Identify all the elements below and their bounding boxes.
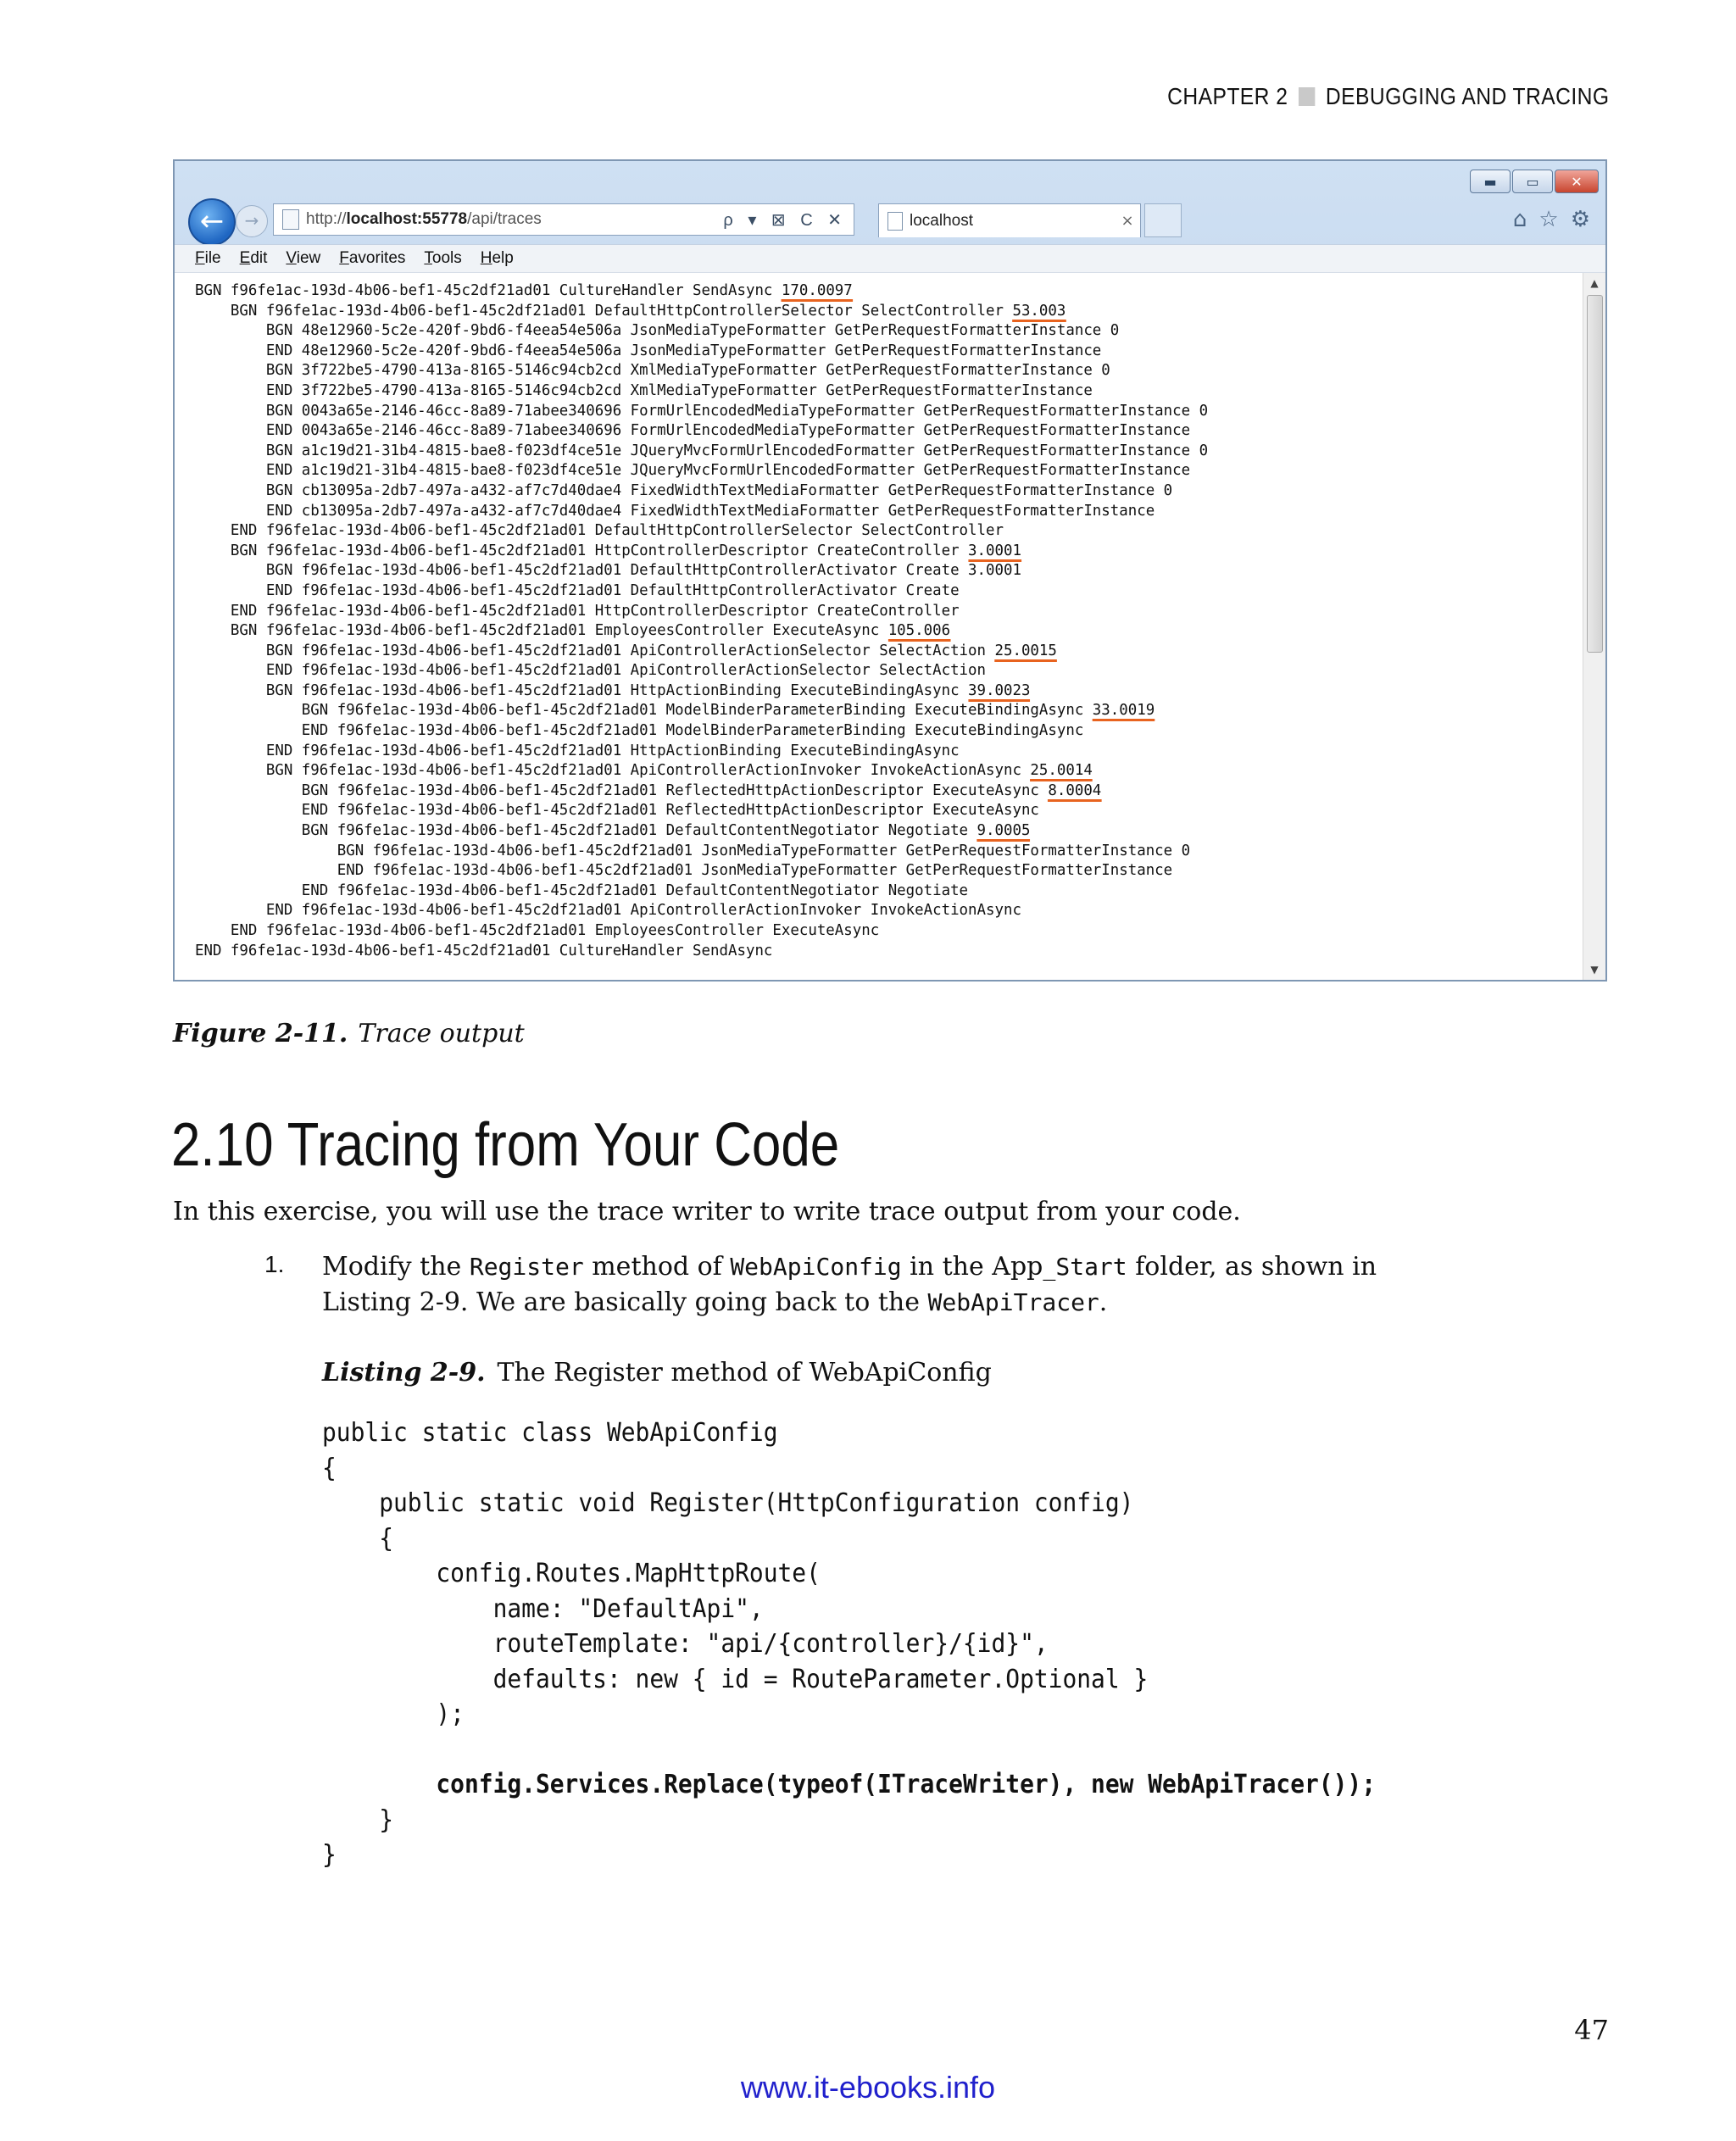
- running-head-title: DEBUGGING AND TRACING: [1325, 83, 1609, 109]
- trace-line: BGN f96fe1ac-193d-4b06-bef1-45c2df21ad01 JsonMediaTypeFormatter GetPerRequestFormatterInstance 0: [195, 842, 1191, 859]
- step-text: Modify the Register method of WebApiConfig in the App_Start folder, as shown in Listing 2-9. We are basically going back to the WebApiTracer.: [322, 1252, 1377, 1317]
- trace-line: END a1c19d21-31b4-4815-bae8-f023df4ce51e JQueryMvcFormUrlEncodedFormatter GetPerRequestFormatterInstance: [195, 462, 1191, 480]
- running-head: [1167, 83, 1609, 110]
- address-bar[interactable]: [273, 203, 854, 236]
- minimize-icon[interactable]: ▬: [1470, 170, 1511, 193]
- tab-close-icon[interactable]: ×: [1121, 212, 1134, 230]
- figure-caption-text: Trace output: [358, 1019, 525, 1048]
- home-icon[interactable]: ⌂: [1512, 207, 1527, 232]
- code-line: {: [322, 1453, 337, 1483]
- address-tools-icons[interactable]: ρ ▾ ⊠ C ✕: [723, 210, 847, 230]
- section-title: 2.10 Tracing from Your Code: [171, 1111, 840, 1179]
- trace-line: END 0043a65e-2146-46cc-8a89-71abee340696 FormUrlEncodedMediaTypeFormatter GetPerRequestFormatterInstance: [195, 422, 1191, 440]
- scroll-up-icon[interactable]: ▲: [1590, 277, 1599, 289]
- trace-line: BGN f96fe1ac-193d-4b06-bef1-45c2df21ad01 DefaultHttpControllerActivator Create 3.0001: [195, 562, 1021, 580]
- browser-window-screenshot: [173, 159, 1607, 982]
- listing-label: Listing 2-9.: [322, 1358, 486, 1387]
- navigation-bar: [185, 198, 1595, 242]
- trace-line: BGN f96fe1ac-193d-4b06-bef1-45c2df21ad01 DefaultContentNegotiator Negotiate 9.0005: [195, 821, 1208, 842]
- trace-line: END f96fe1ac-193d-4b06-bef1-45c2df21ad01 DefaultHttpControllerActivator Create: [195, 581, 960, 599]
- trace-duration-highlight: 39.0023: [968, 682, 1030, 702]
- trace-line: END f96fe1ac-193d-4b06-bef1-45c2df21ad01 ApiControllerActionInvoker InvokeActionAsync: [195, 902, 1021, 920]
- code-line: {: [322, 1523, 393, 1554]
- menu-item-file[interactable]: File: [195, 249, 221, 267]
- trace-line: BGN f96fe1ac-193d-4b06-bef1-45c2df21ad01 CultureHandler SendAsync 170.0097: [195, 281, 1208, 302]
- back-arrow-icon[interactable]: ←: [188, 198, 236, 246]
- menu-item-tools[interactable]: Tools: [424, 249, 462, 267]
- trace-line: BGN f96fe1ac-193d-4b06-bef1-45c2df21ad01 ReflectedHttpActionDescriptor ExecuteAsync 8.0004: [195, 781, 1208, 802]
- running-head-chapter: CHAPTER 2: [1166, 83, 1288, 109]
- trace-duration-highlight: 53.003: [1012, 303, 1066, 322]
- step-number: 1.: [264, 1251, 285, 1277]
- page-content: [175, 273, 1605, 980]
- trace-duration-highlight: 25.0015: [994, 642, 1056, 662]
- trace-duration-highlight: 170.0097: [782, 282, 853, 302]
- trace-line: END f96fe1ac-193d-4b06-bef1-45c2df21ad01 ModelBinderParameterBinding ExecuteBindingAsync: [195, 722, 1084, 740]
- menu-item-edit[interactable]: Edit: [239, 249, 268, 267]
- section-intro: In this exercise, you will use the trace writer to write trace output from your code.: [173, 1197, 1241, 1226]
- menu-item-help[interactable]: Help: [480, 249, 514, 267]
- page-number: 47: [1574, 2014, 1609, 2046]
- trace-line: BGN f96fe1ac-193d-4b06-bef1-45c2df21ad01 ModelBinderParameterBinding ExecuteBindingAsync 33.0019: [195, 701, 1208, 721]
- code-line: public static void Register(HttpConfiguration config): [322, 1488, 1134, 1518]
- trace-line: END 3f722be5-4790-413a-8165-5146c94cb2cd XmlMediaTypeFormatter GetPerRequestFormatterInstance: [195, 381, 1093, 399]
- trace-line: BGN f96fe1ac-193d-4b06-bef1-45c2df21ad01 ApiControllerActionInvoker InvokeActionAsync 25.0014: [195, 761, 1208, 781]
- trace-line: END f96fe1ac-193d-4b06-bef1-45c2df21ad01 DefaultContentNegotiator Negotiate: [195, 881, 969, 899]
- listing-caption: [322, 1358, 992, 1387]
- page-icon: [282, 209, 299, 230]
- code-line: routeTemplate: "api/{controller}/{id}",: [322, 1629, 1049, 1659]
- trace-duration-highlight: 8.0004: [1048, 782, 1101, 802]
- code-line: [322, 1732, 1376, 1768]
- scrollbar-thumb[interactable]: [1587, 295, 1603, 653]
- trace-line: BGN 0043a65e-2146-46cc-8a89-71abee340696 FormUrlEncodedMediaTypeFormatter GetPerRequestFormatterInstance 0: [195, 402, 1209, 420]
- code-listing: [322, 1415, 1376, 1873]
- code-line: }: [322, 1840, 337, 1870]
- trace-line: BGN a1c19d21-31b4-4815-bae8-f023df4ce51e JQueryMvcFormUrlEncodedFormatter GetPerRequestFormatterInstance 0: [195, 442, 1209, 459]
- browser-tab[interactable]: [878, 203, 1141, 237]
- window-controls: [1470, 170, 1599, 193]
- trace-line: END f96fe1ac-193d-4b06-bef1-45c2df21ad01 HttpControllerDescriptor CreateController: [195, 602, 960, 620]
- code-line: config.Routes.MapHttpRoute(: [322, 1559, 821, 1588]
- trace-output: [195, 281, 1208, 961]
- scroll-down-icon[interactable]: ▼: [1590, 964, 1599, 976]
- figure-label: Figure 2-11.: [173, 1019, 348, 1048]
- trace-line: BGN f96fe1ac-193d-4b06-bef1-45c2df21ad01 HttpControllerDescriptor CreateController 3.0001: [195, 542, 1208, 562]
- code-line: config.Services.Replace(typeof(ITraceWriter), new WebApiTracer());: [322, 1770, 1377, 1799]
- gear-icon[interactable]: ⚙: [1570, 207, 1590, 232]
- trace-line: BGN cb13095a-2db7-497a-a432-af7c7d40dae4 FixedWidthTextMediaFormatter GetPerRequestFormatterInstance 0: [195, 481, 1173, 499]
- trace-line: BGN 48e12960-5c2e-420f-9bd6-f4eea54e506a JsonMediaTypeFormatter GetPerRequestFormatterInstance 0: [195, 322, 1120, 340]
- trace-line: BGN f96fe1ac-193d-4b06-bef1-45c2df21ad01 ApiControllerActionSelector SelectAction 25.0015: [195, 642, 1208, 662]
- trace-line: END f96fe1ac-193d-4b06-bef1-45c2df21ad01 CultureHandler SendAsync: [195, 942, 773, 959]
- trace-duration-highlight: 105.006: [888, 622, 950, 642]
- menu-bar: [175, 244, 1605, 273]
- trace-line: BGN 3f722be5-4790-413a-8165-5146c94cb2cd XmlMediaTypeFormatter GetPerRequestFormatterInstance 0: [195, 362, 1110, 380]
- figure-caption: [173, 1019, 525, 1048]
- code-line: public static class WebApiConfig: [322, 1418, 778, 1448]
- code-line: );: [322, 1699, 465, 1729]
- code-line: }: [322, 1805, 393, 1835]
- new-tab-button[interactable]: [1144, 203, 1182, 237]
- trace-line: BGN f96fe1ac-193d-4b06-bef1-45c2df21ad01 DefaultHttpControllerSelector SelectController 53.003: [195, 302, 1208, 322]
- trace-duration-highlight: 3.0001: [968, 542, 1021, 562]
- separator-square-icon: [1298, 87, 1314, 106]
- forward-arrow-icon[interactable]: →: [236, 205, 268, 237]
- trace-line: BGN f96fe1ac-193d-4b06-bef1-45c2df21ad01 HttpActionBinding ExecuteBindingAsync 39.0023: [195, 681, 1208, 702]
- tab-label: localhost: [910, 211, 973, 230]
- trace-line: END f96fe1ac-193d-4b06-bef1-45c2df21ad01 HttpActionBinding ExecuteBindingAsync: [195, 742, 960, 759]
- footer-link[interactable]: www.it-ebooks.info: [740, 2070, 996, 2105]
- trace-duration-highlight: 25.0014: [1030, 762, 1092, 781]
- trace-line: BGN f96fe1ac-193d-4b06-bef1-45c2df21ad01 EmployeesController ExecuteAsync 105.006: [195, 621, 1208, 642]
- trace-line: END f96fe1ac-193d-4b06-bef1-45c2df21ad01 JsonMediaTypeFormatter GetPerRequestFormatterInstance: [195, 862, 1173, 880]
- code-line: defaults: new { id = RouteParameter.Optional }: [322, 1664, 1149, 1694]
- trace-duration-highlight: 9.0005: [977, 822, 1031, 842]
- trace-line: END 48e12960-5c2e-420f-9bd6-f4eea54e506a JsonMediaTypeFormatter GetPerRequestFormatterInstance: [195, 342, 1102, 359]
- listing-title: The Register method of WebApiConfig: [497, 1358, 992, 1387]
- trace-line: END f96fe1ac-193d-4b06-bef1-45c2df21ad01 ReflectedHttpActionDescriptor ExecuteAsync: [195, 802, 1039, 820]
- menu-item-favorites[interactable]: Favorites: [339, 249, 406, 267]
- trace-line: END f96fe1ac-193d-4b06-bef1-45c2df21ad01 ApiControllerActionSelector SelectAction: [195, 662, 987, 680]
- trace-line: END f96fe1ac-193d-4b06-bef1-45c2df21ad01 EmployeesController ExecuteAsync: [195, 922, 880, 939]
- trace-line: END f96fe1ac-193d-4b06-bef1-45c2df21ad01 DefaultHttpControllerSelector SelectController: [195, 522, 1004, 540]
- maximize-icon[interactable]: ▭: [1512, 170, 1553, 193]
- toolbar-icons: [1513, 207, 1590, 232]
- trace-duration-highlight: 33.0019: [1093, 702, 1155, 721]
- code-line: name: "DefaultApi",: [322, 1593, 764, 1624]
- favorites-star-icon[interactable]: ☆: [1538, 207, 1559, 232]
- tab-page-icon: [887, 212, 903, 231]
- close-window-icon[interactable]: ✕: [1555, 170, 1599, 193]
- trace-line: END cb13095a-2db7-497a-a432-af7c7d40dae4 FixedWidthTextMediaFormatter GetPerRequestFormatterInstance: [195, 502, 1155, 520]
- vertical-scrollbar[interactable]: [1583, 273, 1605, 980]
- menu-item-view[interactable]: View: [286, 249, 321, 267]
- address-url: http://localhost:55778/api/traces: [306, 210, 542, 228]
